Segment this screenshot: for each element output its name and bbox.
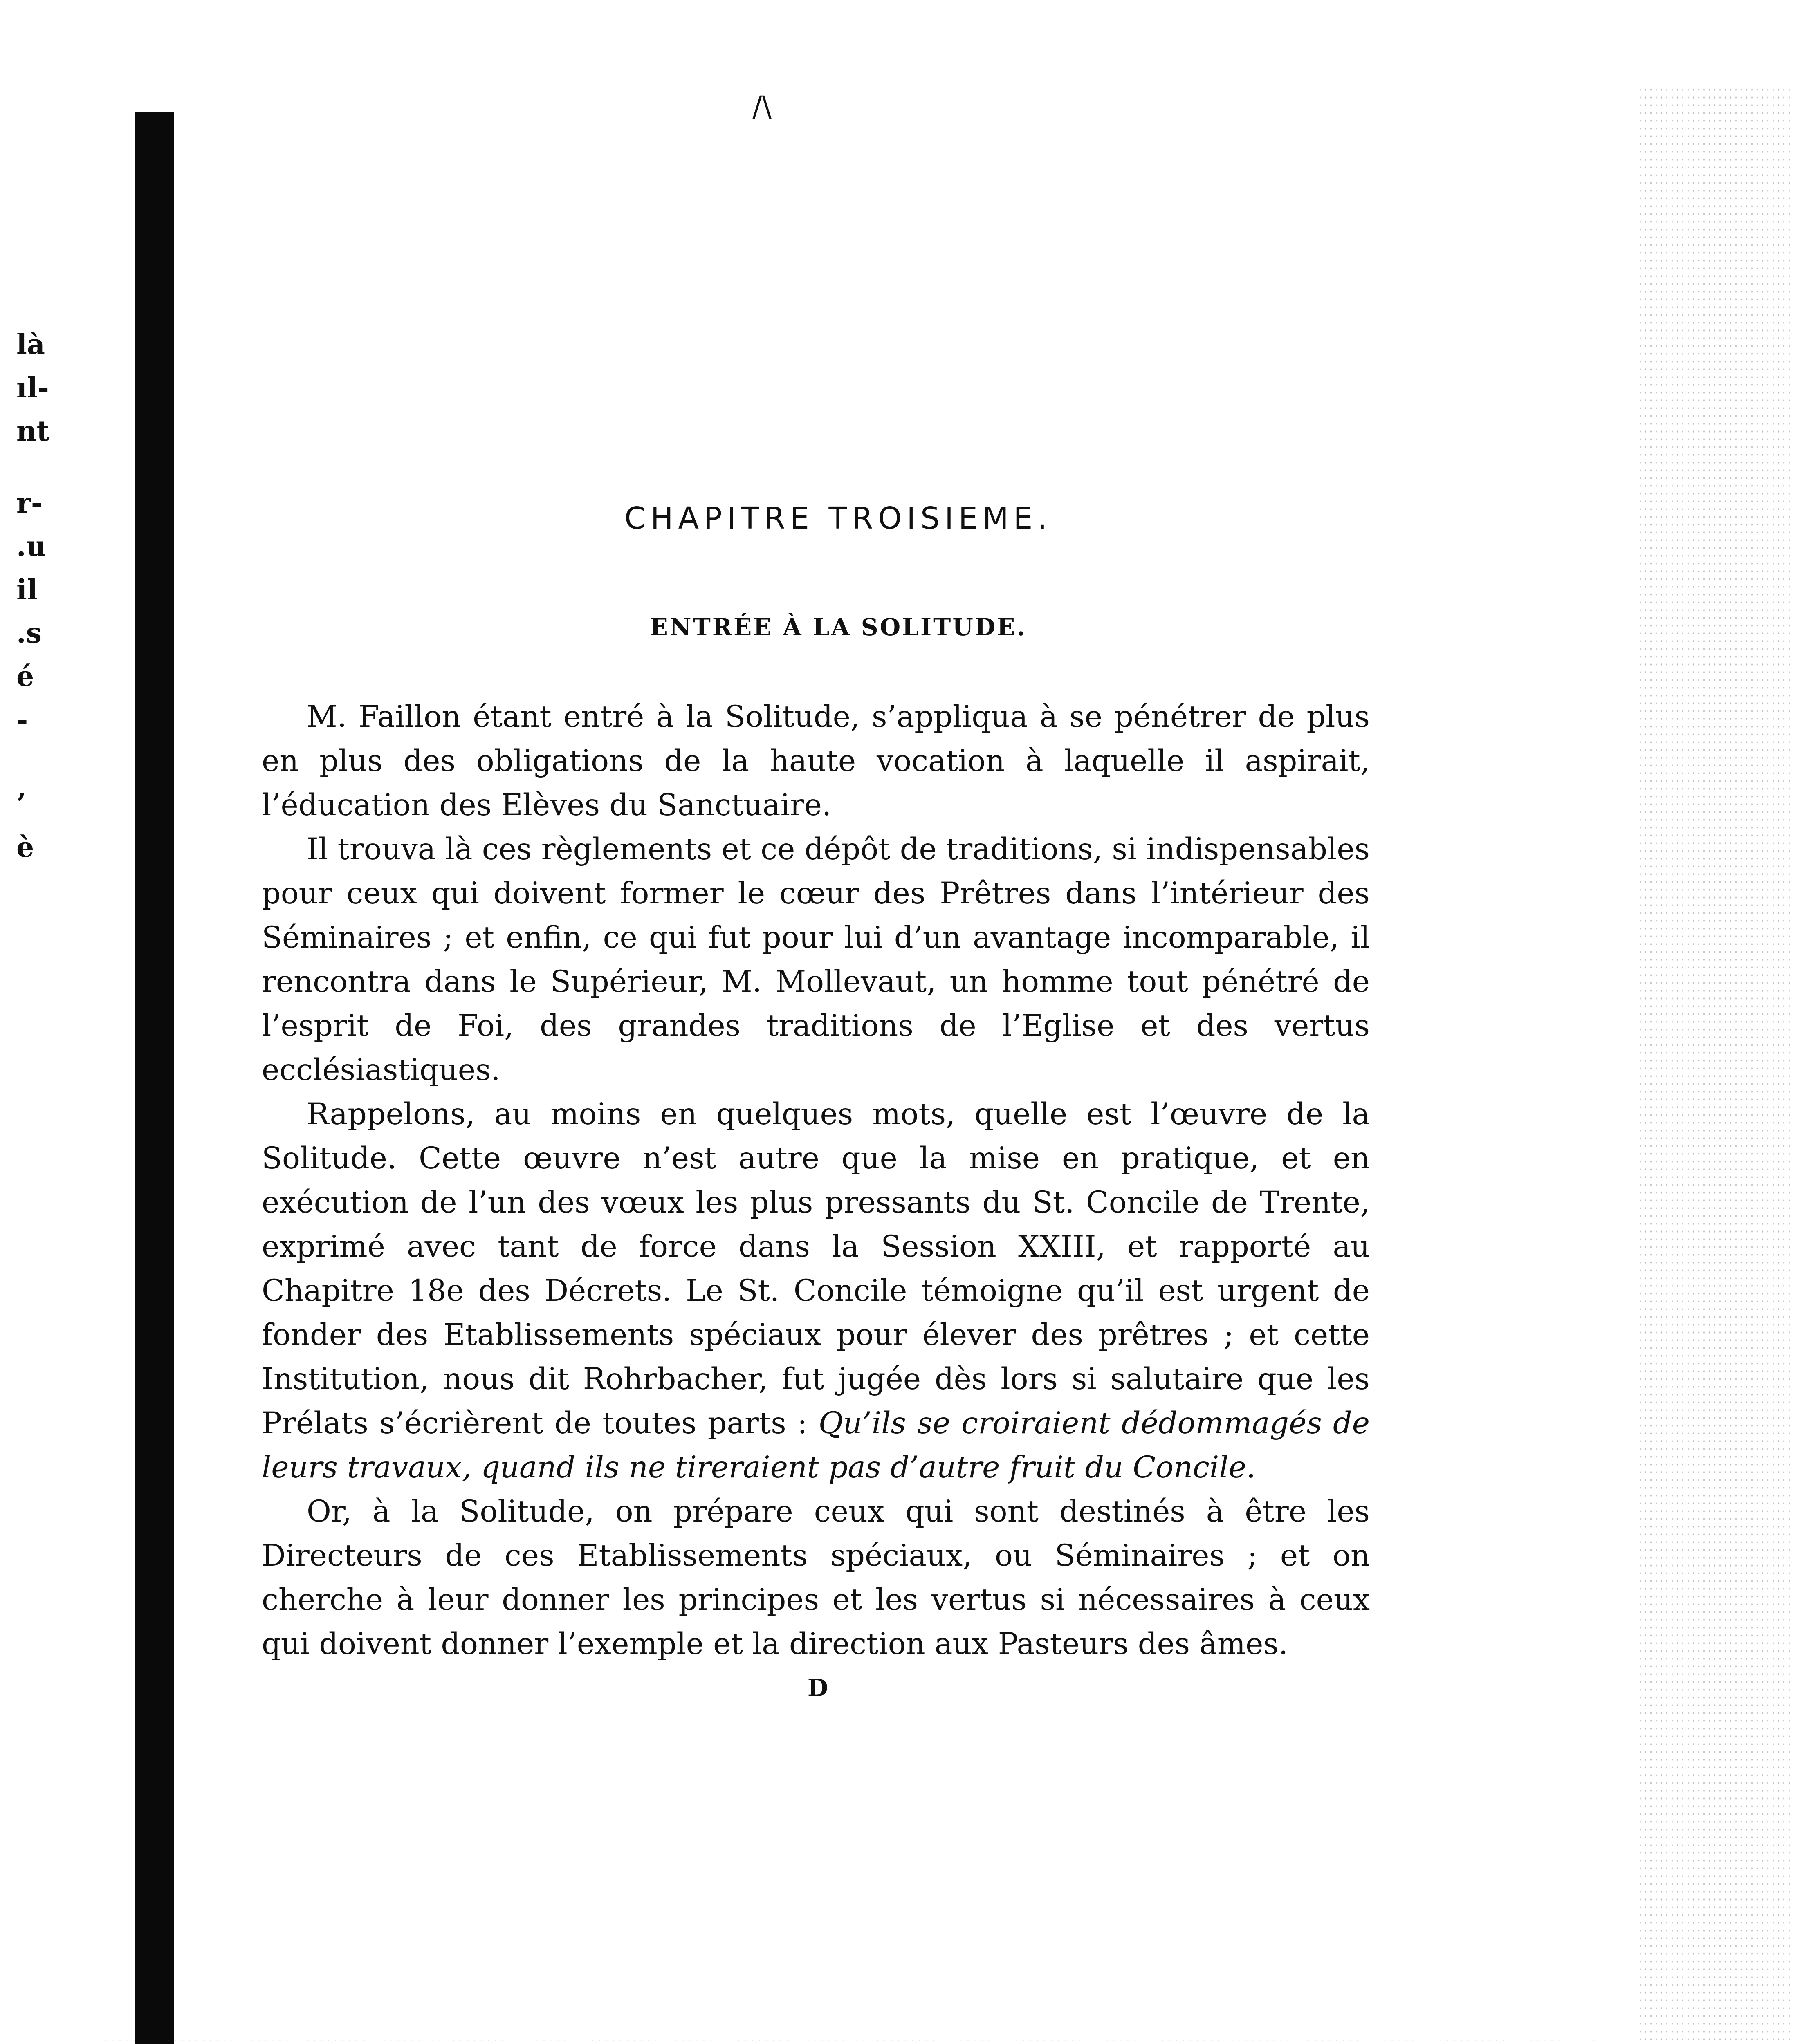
margin-fragment: il: [16, 574, 38, 606]
paragraph-text: Rappelons, au moins en quelques mots, quelle est l’œuvre de la Solitude. Cette œuvre n’est autre que la mise en pratique, et en exécution de l’un des vœux les plus pressants du St. Concile de Trente, exprimé avec tant de force dans la Session XXIII, et rapporté au Chapitre 18e des Décrets. Le St. Concile témoigne qu’il est urgent de fonder des Etablissements spéciaux pour élever des prêtres ; et cette Institution, nous dit Rohrbacher, fut jugée dès lors si salutaire que les Prélats s’écrièrent de toutes parts :: [262, 1097, 1370, 1441]
margin-fragment: là: [16, 328, 45, 361]
signature-mark: D: [807, 1674, 828, 1702]
paragraph: Il trouva là ces règlements et ce dépôt de traditions, si indispensables pour ceux qui doivent former le cœur des Prêtres dans l’intérieur des Séminaires ; et enfin, ce qui fut pour lui d’un avantage incomparable, il rencontra dans le Supérieur, M. Mollevaut, un homme tout pénétré de l’esprit de Foi, des grandes traditions de l’Eglise et des vertus ecclésiastiques.: [262, 832, 1370, 1087]
chapter-subtitle: ENTRÉE À LA SOLITUDE.: [650, 613, 1027, 641]
margin-fragment: r-: [16, 487, 43, 520]
margin-fragment: nt: [16, 415, 49, 448]
chapter-title: CHAPITRE TROISIEME.: [624, 501, 1052, 536]
page-bottom-speckle: [82, 2038, 1595, 2044]
paragraph: Or, à la Solitude, on prépare ceux qui sont destinés à être les Directeurs de ces Etablissements spéciaux, ou Séminaires ; et on cherche à leur donner les principes et les vertus si nécessaires à ceux qui doivent donner l’exemple et la direction aux Pasteurs des âmes.: [262, 1494, 1370, 1661]
binding-strip: [135, 112, 174, 2044]
margin-fragment: è: [16, 831, 34, 864]
page-edge-speckle: [1638, 86, 1793, 2044]
margin-fragment: ıl-: [16, 372, 49, 404]
body-text: [262, 695, 1370, 1666]
top-mark: /\: [752, 90, 772, 123]
paragraph: M. Faillon étant entré à la Solitude, s’appliqua à se pénétrer de plus en plus des obligations de la haute vocation à laquelle il aspirait, l’éducation des Elèves du Sanctuaire.: [262, 699, 1370, 823]
quotation: Qu’ils se croiraient dédommagés de leurs travaux, quand ils ne tireraient pas d’autre fruit du Concile.: [262, 1406, 1370, 1485]
facing-page-fragments: [16, 323, 78, 869]
margin-fragment: -: [16, 704, 28, 736]
margin-fragment: .u: [16, 530, 47, 563]
paragraph: [262, 1092, 1370, 1490]
margin-fragment: é: [16, 660, 34, 693]
margin-fragment: ’: [16, 788, 26, 820]
margin-fragment: .s: [16, 617, 42, 650]
